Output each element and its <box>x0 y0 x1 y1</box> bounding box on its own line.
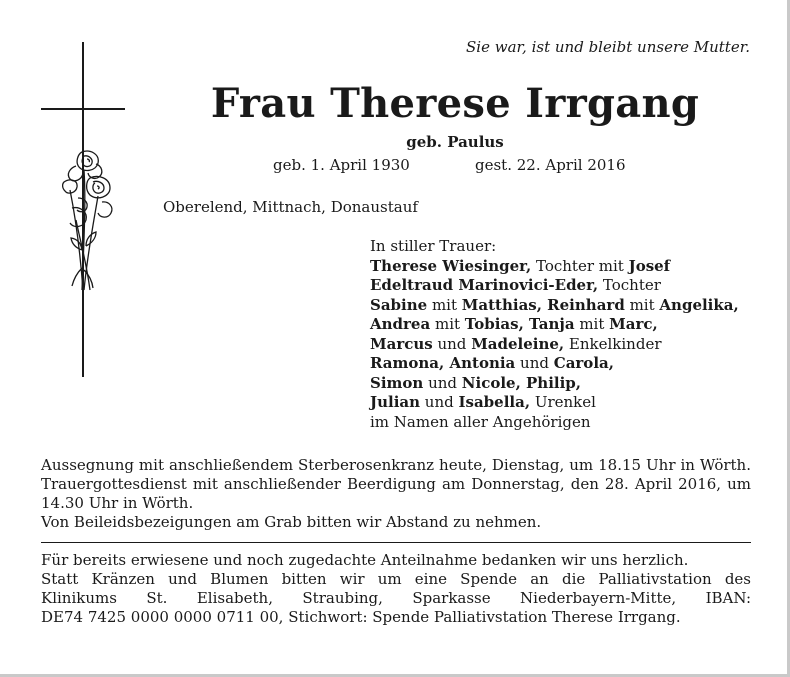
mourner-line: Julian und Isabella, Urenkel <box>370 393 596 411</box>
mourners-intro: In stiller Trauer: <box>370 237 497 255</box>
mourner-line: Sabine mit Matthias, Reinhard mit Angelika, <box>370 295 739 314</box>
mourners-closing: im Namen aller Angehörigen <box>370 412 591 431</box>
service-notice <box>41 456 751 532</box>
mourner-line: Therese Wiesinger, Tochter mit Josef <box>370 256 671 275</box>
divider <box>41 542 751 543</box>
death-date: gest. 22. April 2016 <box>475 156 626 174</box>
mourners-block <box>370 237 760 432</box>
mourner-line: Marcus und Madeleine, Enkelkinder <box>370 334 662 353</box>
donation-line: Statt Kränzen und Blumen bitten wir um eine Spende an die Palliativstation des <box>41 570 751 588</box>
thanks-text: Für bereits erwiesene und noch zugedachte Anteilnahme bedanken wir uns herzlich. <box>41 551 689 569</box>
donation-line: DE74 7425 0000 0000 0711 00, Stichwort: Spende Palliativstation Therese Irrgang. <box>41 608 681 626</box>
thanks-block <box>41 551 751 627</box>
birth-date: geb. 1. April 1930 <box>273 156 410 174</box>
places: Oberelend, Mittnach, Donaustauf <box>163 198 418 216</box>
condolence-note: Von Beileidsbezeigungen am Grab bitten wir Abstand zu nehmen. <box>41 513 542 531</box>
mourner-line: Simon und Nicole, Philip, <box>370 373 582 392</box>
mourner-line: Edeltraud Marinovici-Eder, Tochter <box>370 276 661 294</box>
birth-name: geb. Paulus <box>406 133 504 151</box>
donation-line: Klinikums St. Elisabeth, Straubing, Sparkasse Niederbayern-Mitte, IBAN: <box>41 589 751 607</box>
motto: Sie war, ist und bleibt unsere Mutter. <box>466 38 750 56</box>
mourner-line: Ramona, Antonia und Carola, <box>370 354 614 372</box>
mourner-line: Andrea mit Tobias, Tanja mit Marc, <box>370 315 658 333</box>
cross-horizontal <box>41 108 125 110</box>
service-text: Aussegnung mit anschließendem Sterberosenkranz heute, Dienstag, um 18.15 Uhr in Wörth. Trauergottesdienst mit anschließender Beerdigung am Donnerstag, den 28. April 2016, um 14.30 Uhr in Wörth. <box>41 456 751 512</box>
roses-icon <box>62 150 128 292</box>
deceased-name: Frau Therese Irrgang <box>210 80 700 127</box>
